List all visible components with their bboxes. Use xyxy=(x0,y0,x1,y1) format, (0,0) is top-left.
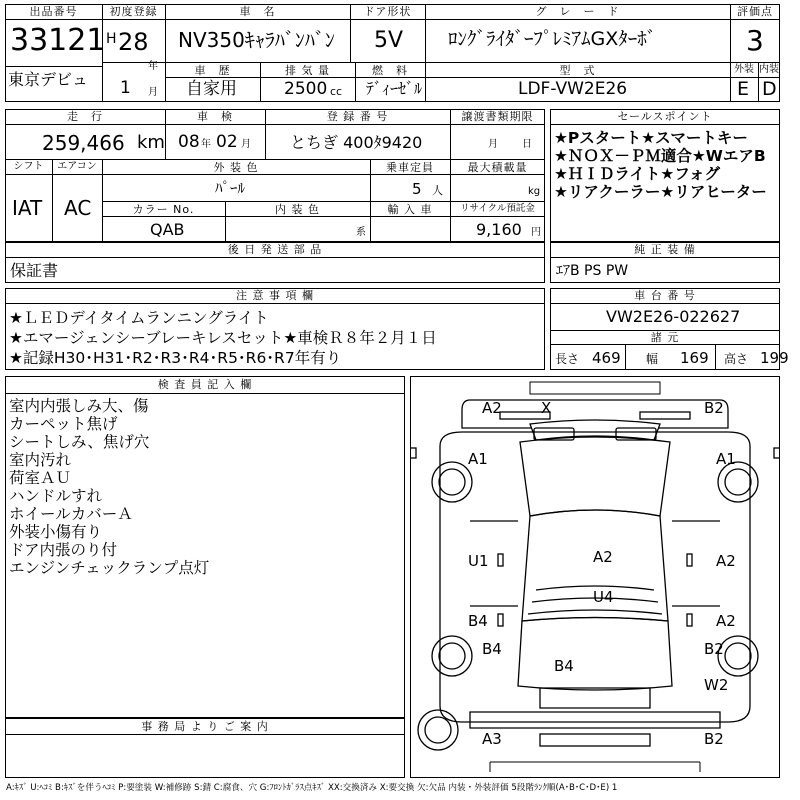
damage-mark: B2 xyxy=(704,730,724,748)
grade-label: グ レ ー ド xyxy=(535,5,620,18)
damage-mark: A2 xyxy=(593,548,613,566)
era: H xyxy=(106,31,117,47)
transfer-day-unit: 日 xyxy=(522,139,532,150)
inspector-list xyxy=(9,397,209,577)
damage-mark: W2 xyxy=(704,676,729,694)
height-label: 高さ xyxy=(724,352,749,366)
inspector-item: ハンドルすれ xyxy=(9,487,103,505)
selling-point: ★Pスタート★スマートキー xyxy=(554,129,748,147)
note-item: ★ＬＥＤデイタイムランニングライト xyxy=(9,309,269,327)
transfer-month-unit: 月 xyxy=(488,139,498,150)
recycle-label: リサイクル預託金 xyxy=(460,203,535,214)
inspector-item: 室内内張しみ大、傷 xyxy=(9,397,149,415)
color-no-label: カラー No. xyxy=(132,203,195,216)
ac: AC xyxy=(64,196,92,220)
inspection-label: 車 検 xyxy=(197,110,233,123)
office-label: 事 務 局 よ り ご 案 内 xyxy=(141,720,269,733)
inspection-year: 08 xyxy=(178,132,200,152)
score-label: 評価点 xyxy=(737,5,773,18)
displacement-unit: cc xyxy=(330,85,343,98)
legend: A:ｷｽﾞ U:ﾍｺﾐ B:ｷｽﾞを伴うﾍｺﾐ P:要塗装 W:補修跡 S:錆 C:腐食、穴 G:ﾌﾛﾝﾄｶﾞﾗｽ点ｷｽﾞ XX:交換済み X:要交換 欠:欠品 内装・外装評価 5段階ﾗﾝｸ順(A･B･C･D･E) 1 xyxy=(6,783,618,793)
damage-mark: B2 xyxy=(704,399,724,417)
selling-point: ★リアクーラー★リアヒーター xyxy=(554,183,767,201)
chassis-number: VW2E26-022627 xyxy=(606,307,741,326)
inspection-year-unit: 年 xyxy=(201,139,211,150)
damage-mark: X xyxy=(541,399,552,417)
int-label: 内装 xyxy=(759,64,779,75)
int-color-unit: 系 xyxy=(356,227,366,238)
ext-grade: E xyxy=(737,78,750,100)
int-grade: D xyxy=(762,78,777,100)
color-no: QAB xyxy=(150,220,185,239)
import-label: 輸 入 車 xyxy=(387,203,433,216)
selling-points-label: セールスポイント xyxy=(617,110,713,123)
inspector-item: エンジンチェックランプ点灯 xyxy=(9,559,210,577)
recycle-fee: 9,160 xyxy=(476,220,522,239)
score: 3 xyxy=(746,24,764,57)
damage-mark: B2 xyxy=(704,640,724,658)
notes-label: 注 意 事 項 欄 xyxy=(236,289,314,302)
damage-mark: U1 xyxy=(468,552,489,570)
damage-mark: A2 xyxy=(716,552,736,570)
model-label: 型 式 xyxy=(559,64,596,77)
inspector-item: ドア内張のり付 xyxy=(9,541,118,559)
ac-label: エアコン xyxy=(57,161,97,172)
displacement-label: 排 気 量 xyxy=(285,64,330,77)
later-parts-label: 後 日 発 送 部 品 xyxy=(227,243,323,256)
color: ﾊﾟｰﾙ xyxy=(215,179,246,197)
inspection-month-unit: 月 xyxy=(241,139,251,150)
damage-mark: B4 xyxy=(482,640,502,658)
car-diagram xyxy=(410,376,780,778)
fuel: ﾃﾞｨｰｾﾞﾙ xyxy=(366,79,423,98)
width-label: 幅 xyxy=(646,352,659,366)
damage-mark: U4 xyxy=(593,588,614,606)
first-reg-label: 初度登録 xyxy=(109,5,158,18)
venue: 東京デビュ xyxy=(8,70,89,89)
shift: IAT xyxy=(12,196,43,220)
inspector-item: シートしみ、焦げ穴 xyxy=(9,433,150,451)
car-name-label: 車 名 xyxy=(239,5,276,18)
car-name: NV350ｷｬﾗﾊﾞﾝﾊﾞﾝ xyxy=(178,28,335,52)
door-type: 5V xyxy=(374,28,404,53)
year-unit: 年 xyxy=(148,61,158,72)
model: LDF-VW2E26 xyxy=(518,79,628,99)
inspection-month: 02 xyxy=(216,132,238,152)
inspector-item: 外装小傷有り xyxy=(9,523,103,541)
lot-number-label: 出品番号 xyxy=(29,5,78,18)
note-item: ★記録H30･H31･R2･R3･R4･R5･R6･R7年有り xyxy=(9,349,342,367)
color-label: 外 装 色 xyxy=(213,161,259,174)
capacity-label: 乗車定員 xyxy=(386,161,434,174)
max-load-unit: kg xyxy=(528,186,541,197)
equipment-value: ｴｱB PS PW xyxy=(556,263,629,279)
grade: ﾛﾝｸﾞﾗｲﾀﾞｰﾌﾟﾚﾐｱﾑGXﾀｰﾎﾞ xyxy=(448,28,657,50)
spec-block xyxy=(5,109,545,242)
header-divider xyxy=(5,66,102,67)
damage-mark: A3 xyxy=(482,730,502,748)
transfer-label: 譲渡書類期限 xyxy=(461,110,534,123)
month-unit: 月 xyxy=(148,87,158,98)
length: 469 xyxy=(592,349,621,367)
chassis-label: 車 台 番 号 xyxy=(634,289,696,302)
mileage-unit: km xyxy=(137,132,165,153)
recycle-unit: 円 xyxy=(531,227,541,238)
spec-label: 諸 元 xyxy=(650,331,680,344)
inspector-item: カーペット焦げ xyxy=(9,415,118,433)
ext-label: 外装 xyxy=(734,64,754,75)
width: 169 xyxy=(680,349,709,367)
later-parts-value: 保証書 xyxy=(10,261,59,280)
header-divider xyxy=(5,19,780,20)
door-label: ドア形状 xyxy=(363,5,412,18)
damage-mark: B4 xyxy=(468,612,488,630)
mileage: 259,466 xyxy=(42,131,125,155)
length-label: 長さ xyxy=(555,352,580,366)
inspector-label: 検 査 員 記 入 欄 xyxy=(157,378,253,391)
int-color-label: 内 装 色 xyxy=(275,203,320,216)
note-item: ★エマージェンシーブレーキレスセット★車検Ｒ８年２月１日 xyxy=(9,329,437,347)
first-reg-year: 28 xyxy=(118,28,149,56)
inspector-item: ホイールカバーＡ xyxy=(9,505,133,523)
mileage-label: 走 行 xyxy=(67,110,103,123)
damage-mark: B4 xyxy=(554,657,574,675)
damage-mark: A2 xyxy=(482,399,502,417)
capacity-unit: 人 xyxy=(432,184,443,197)
history-label: 車 歴 xyxy=(194,64,231,77)
equipment-label: 純 正 装 備 xyxy=(634,243,696,256)
selling-points-list xyxy=(554,129,767,201)
damage-mark: A1 xyxy=(468,450,488,468)
inspector-item: 室内汚れ xyxy=(9,451,72,469)
plate-label: 登 録 番 号 xyxy=(326,110,389,123)
damage-mark: A2 xyxy=(716,612,736,630)
shift-label: シフト xyxy=(13,161,44,172)
notes-list xyxy=(9,308,437,368)
history: 自家用 xyxy=(186,79,237,99)
inspector-item: 荷室ＡＵ xyxy=(9,469,72,487)
lot-number: 33121 xyxy=(10,23,106,58)
damage-mark: A1 xyxy=(716,450,736,468)
header-divider xyxy=(730,62,780,63)
header-divider xyxy=(165,77,730,78)
displacement: 2500 xyxy=(284,79,328,99)
selling-point: ★ＮＯＸ－ＰＭ適合★WエアB xyxy=(554,147,766,165)
height: 199 xyxy=(760,349,789,367)
fuel-label: 燃 料 xyxy=(372,64,408,77)
plate: とちぎ 400ﾀ9420 xyxy=(290,133,423,152)
capacity: 5 xyxy=(412,180,422,198)
first-reg-month: 1 xyxy=(120,78,131,98)
selling-point: ★ＨＩＤライト★フォグ xyxy=(554,165,721,183)
header-divider xyxy=(102,62,780,63)
max-load-label: 最大積載量 xyxy=(467,161,528,174)
